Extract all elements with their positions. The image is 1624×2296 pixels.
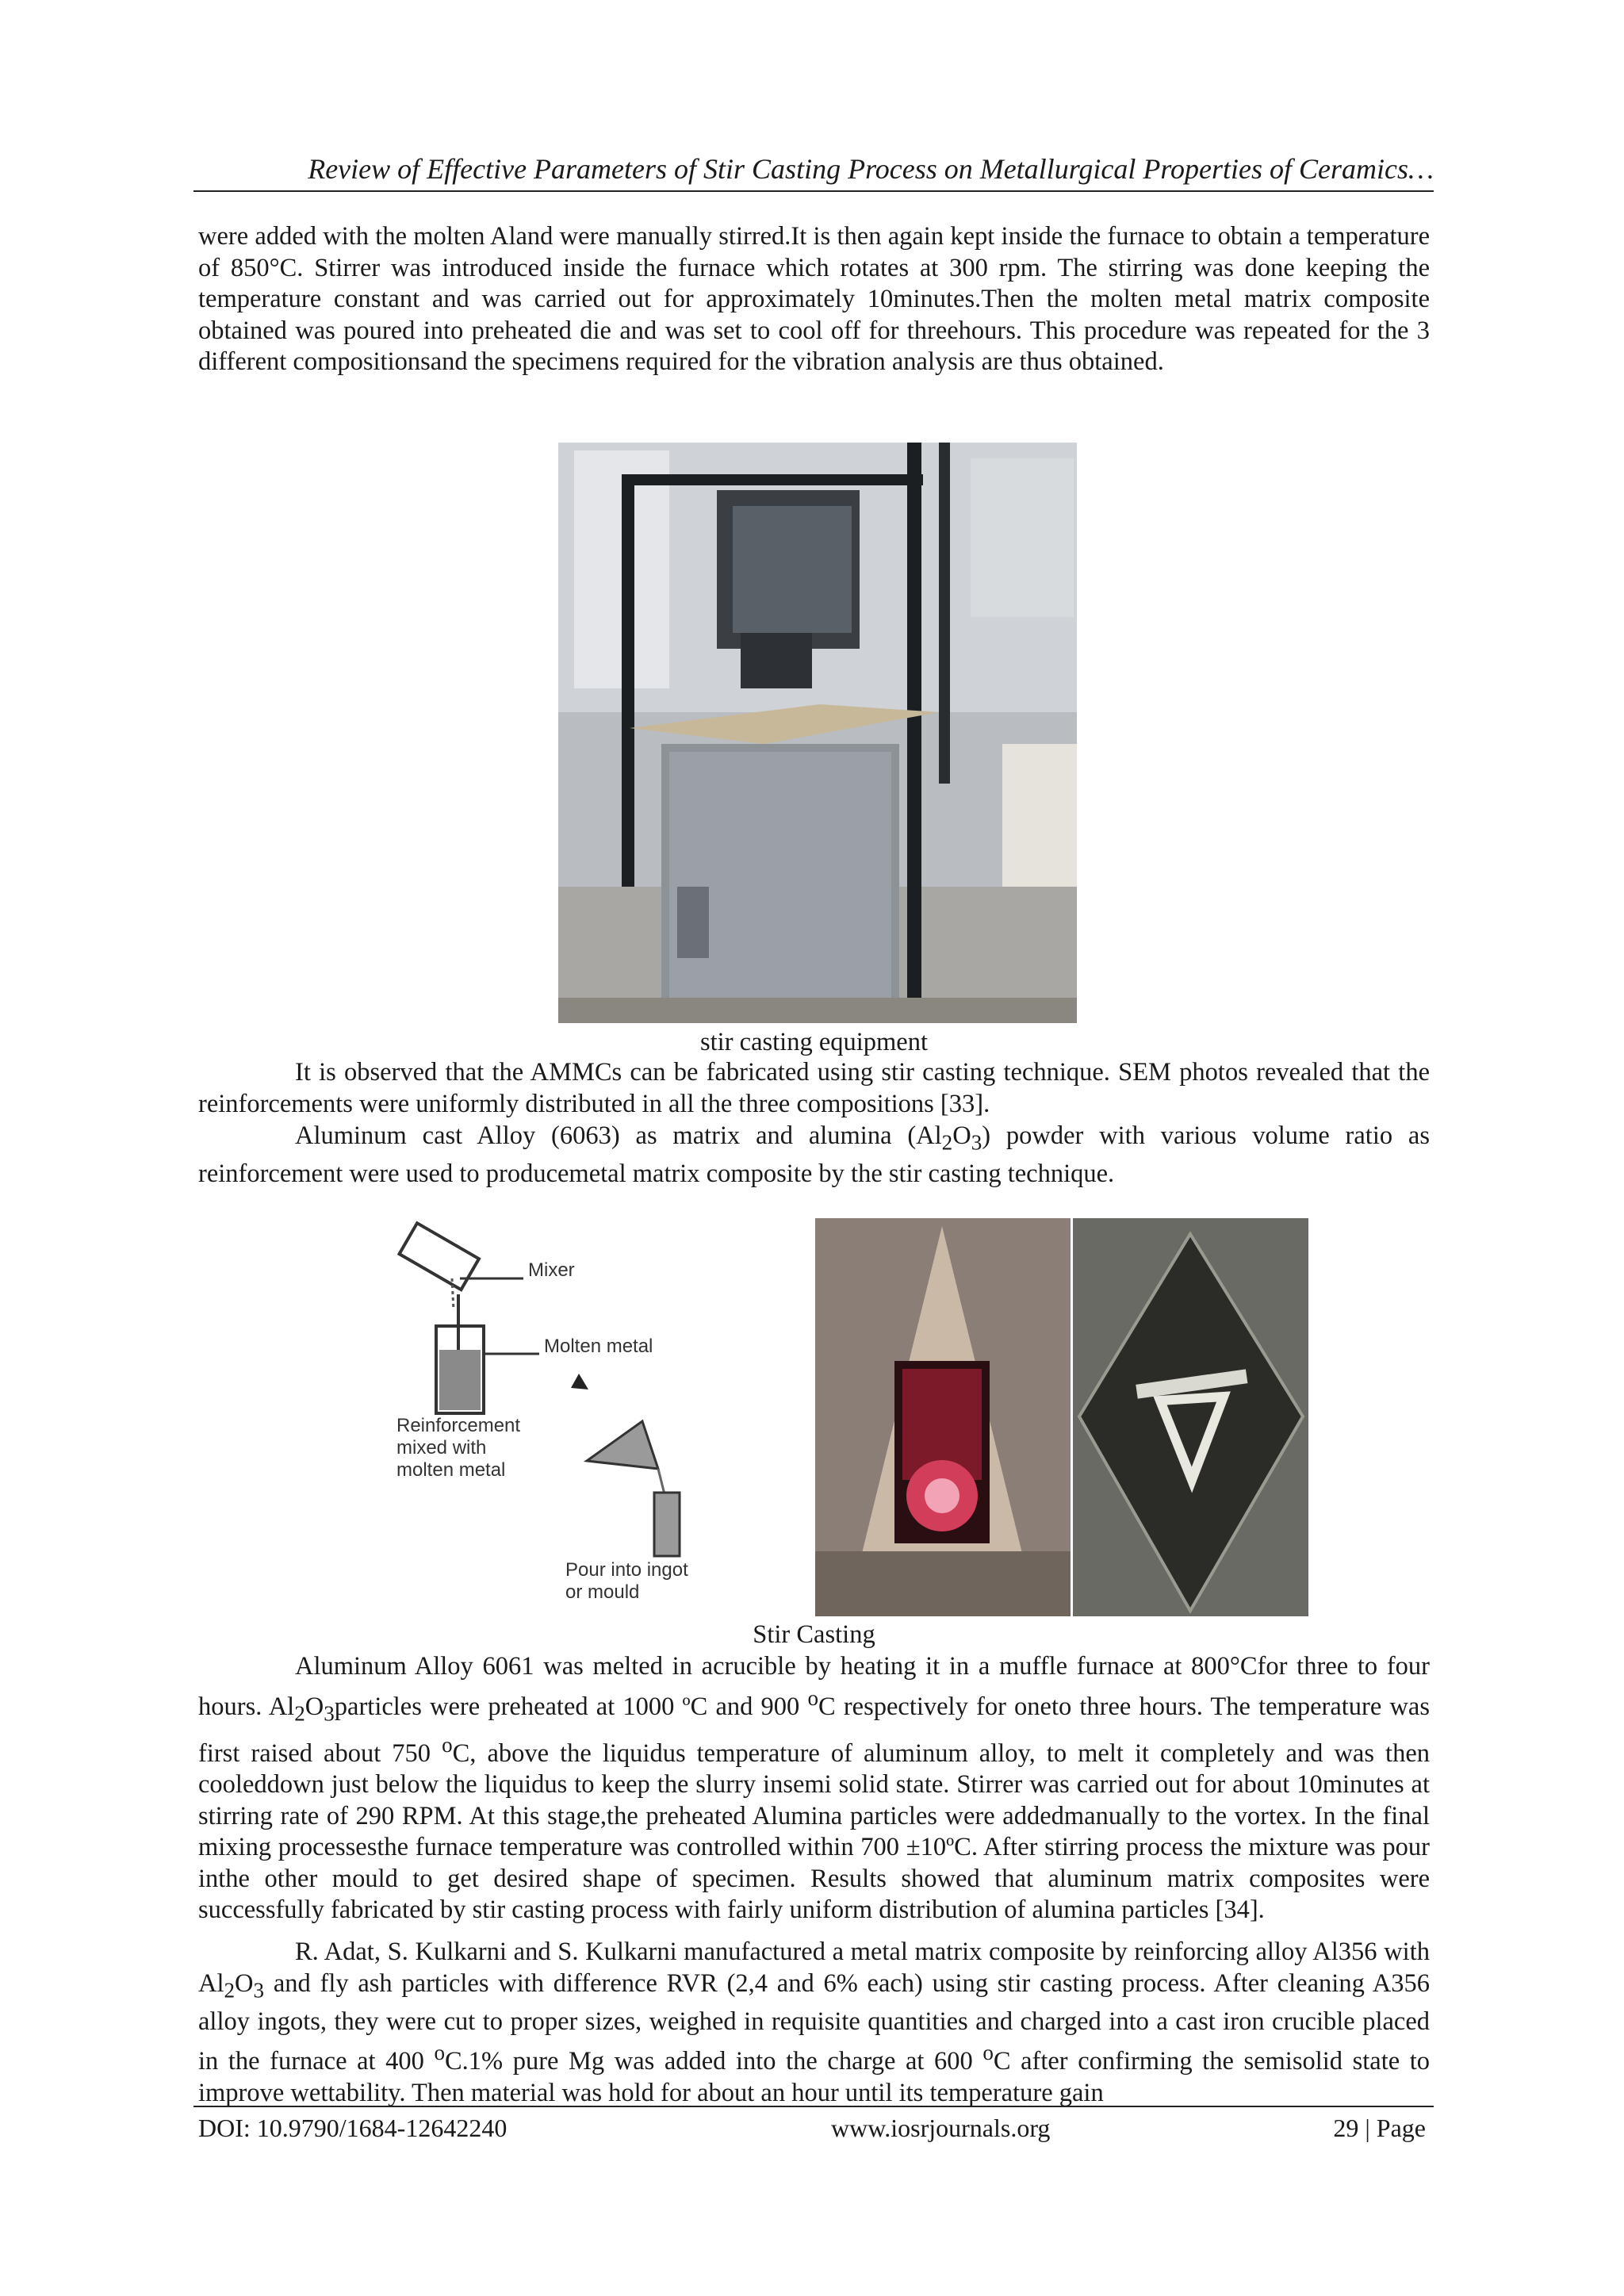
pour-label-line: Pour into ingot	[565, 1559, 688, 1581]
superscript: o	[807, 1685, 818, 1710]
footer-website: www.iosrjournals.org	[831, 2114, 1051, 2142]
paragraph-5-part-d: C.1% pure Mg was added into the charge at 600	[445, 2047, 983, 2076]
footer-rule	[193, 2106, 1434, 2107]
casting-mould-photo	[1073, 1218, 1308, 1616]
figure-2-caption: Stir Casting	[753, 1620, 875, 1649]
footer-page-number: 29 | Page	[1333, 2114, 1426, 2142]
paragraph-3-part-a: Aluminum cast Alloy (6063) as matrix and alumina (Al	[295, 1121, 942, 1150]
paragraph-3-part-b: O	[952, 1121, 971, 1150]
reinforcement-label-line: mixed with	[396, 1437, 487, 1458]
subscript: 3	[324, 1700, 335, 1725]
paragraph-4-part-d: C respectively for oneto three hours. The temperature was first raised about 750	[198, 1692, 1430, 1768]
reinforcement-label-line: molten metal	[396, 1459, 506, 1481]
paragraph-2: It is observed that the AMMCs can be fabricated using stir casting technique. SEM photos revealed that the reinforcements were uniformly distributed in all the three compositions [33].	[198, 1058, 1430, 1118]
subscript: 2	[941, 1130, 953, 1155]
paragraph-4	[198, 1651, 1430, 1926]
running-title: Review of Effective Parameters of Stir Casting Process on Metallurgical Properties of Ceramics…	[308, 153, 1434, 185]
subscript: 3	[971, 1130, 982, 1155]
paragraph-4-part-e: C, above the liquidus temperature of aluminum alloy, to melt it completely and was then cooleddown just below the liquidus to keep the slurry insemi solid state. Stirrer was carried out for about 10minutes at stirring rate of 290 RPM. At this stage,the preheated Alumina particles were addedmanually to the vortex. In the final mixing processesthe furnace temperature was controlled within 700 ±10ºC. After stirring process the mixture was pour inthe other mould to get desired shape of specimen. Results showed that aluminum matrix composites were successfully fabricated by stir casting process with fairly uniform distribution of alumina particles [34].	[198, 1738, 1430, 1925]
header-rule	[193, 190, 1434, 192]
superscript: o	[442, 1732, 453, 1757]
paragraph-5	[198, 1937, 1430, 2109]
paragraph-3-part-c: ) powder with various volume ratio as reinforcement were used to producemetal matrix composite by the stir casting technique.	[198, 1121, 1431, 1189]
superscript: o	[434, 2041, 445, 2065]
paragraph-4-part-b: O	[304, 1692, 324, 1721]
molten-metal-label: Molten metal	[544, 1336, 653, 1357]
mixer-label: Mixer	[528, 1259, 575, 1281]
figure-1-caption: stir casting equipment	[699, 1028, 929, 1056]
paragraph-4-part-c: particles were preheated at 1000 ºC and 900	[334, 1692, 808, 1721]
superscript: o	[982, 2041, 994, 2065]
stir-casting-schematic	[381, 1215, 809, 1616]
paragraph-3	[198, 1121, 1430, 1190]
paragraph-5-part-a: R. Adat, S. Kulkarni and S. Kulkarni manufactured a metal matrix composite by reinforcing alloy Al356 with Al	[198, 1938, 1430, 1998]
paragraph-5-part-c: and fly ash particles with difference RVR (2,4 and 6% each) using stir casting process. After cleaning A356 alloy ingots, they were cut to proper sizes, weighed in requisite quantities and charged into a cast iron crucible placed in the furnace at 400	[198, 1968, 1430, 2076]
subscript: 3	[253, 1978, 265, 2003]
reinforcement-label	[396, 1415, 520, 1481]
paragraph-5-part-b: O	[235, 1968, 254, 1998]
paragraph-1: were added with the molten Aland were manually stirred.It is then again kept inside the furnace to obtain a temperature of 850°C. Stirrer was introduced inside the furnace which rotates at 300 rpm. The stirring was done keeping the temperature constant and was carried out for approximately 10minutes.Then the molten metal matrix composite obtained was poured into preheated die and was set to cool off for threehours. This procedure was repeated for the 3 different compositionsand the specimens required for the vibration analysis are thus obtained.	[198, 222, 1430, 377]
subscript: 2	[224, 1978, 236, 2003]
pour-label	[565, 1559, 688, 1604]
footer-doi: DOI: 10.9790/1684-12642240	[198, 2114, 508, 2142]
pour-label-line: or mould	[565, 1581, 640, 1603]
reinforcement-label-line: Reinforcement	[396, 1415, 521, 1436]
paragraph-4-part-a: Aluminum Alloy 6061 was melted in acrucible by heating it in a muffle furnace at 800°Cfor three to four hours. Al	[198, 1652, 1430, 1721]
stir-casting-equipment-photo	[558, 443, 1077, 1023]
subscript: 2	[294, 1700, 305, 1725]
paragraph-5-part-e: C after confirming the semisolid state to improve wettability. Then material was hold for about an hour until its temperature gain	[198, 2047, 1430, 2107]
furnace-photo	[815, 1218, 1071, 1616]
